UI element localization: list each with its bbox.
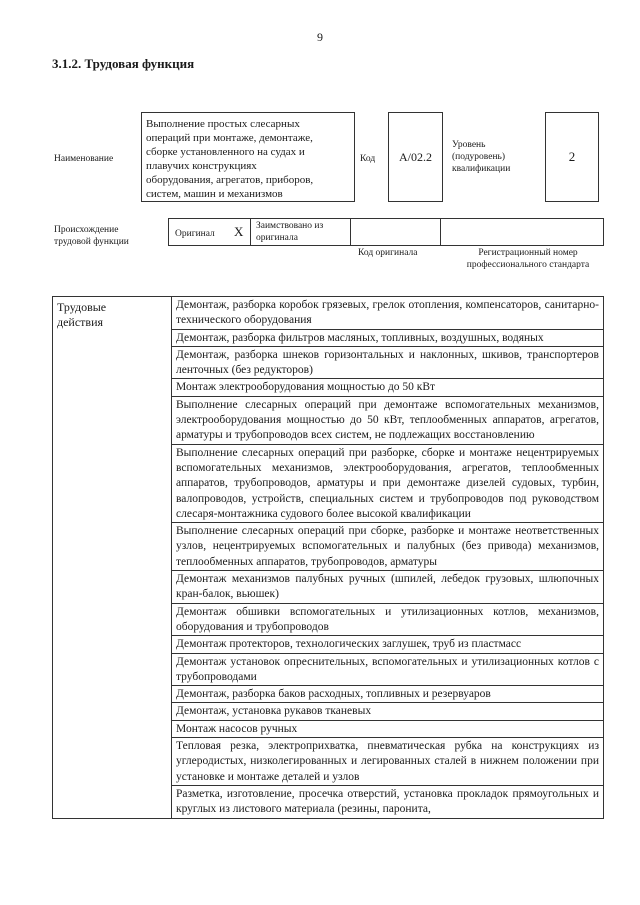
reg-number-line: профессионального стандарта <box>466 260 590 270</box>
action-item: Монтаж электрооборудования мощностью до 50 кВт <box>172 379 604 396</box>
action-item: Демонтаж, разборка коробок грязевых, грелок отопления, компенсаторов, санитарно-технического оборудования <box>172 297 604 330</box>
function-name-line: систем, машин и механизмов <box>146 188 283 200</box>
borrowed-label-line: оригинала <box>256 233 298 243</box>
borrowed-label-line: Заимствовано из <box>256 221 324 231</box>
section-title: 3.1.2. Трудовая функция <box>52 56 195 71</box>
action-item: Выполнение слесарных операций при сборке, разборке и монтаже неответственных узлов, нецентрируемых вспомогательных и палубных (без привода) механизмов, теплообменных аппаратов, трубопроводов, арматуры <box>172 523 604 571</box>
name-label: Наименование <box>54 154 114 164</box>
reg-number-label <box>448 247 608 271</box>
function-name-line: операций при монтаже, демонтаже, <box>146 132 313 144</box>
function-name-line: оборудования, агрегатов, приборов, <box>146 174 314 186</box>
level-label-line: Уровень <box>452 140 486 150</box>
origin-label-line: трудовой функции <box>54 237 129 247</box>
origin-divider <box>440 218 441 246</box>
action-item: Разметка, изготовление, просечка отверстий, установка прокладок прямоугольных и круглых из листового материала (резины, паронита, <box>172 785 604 818</box>
action-item: Демонтаж, разборка шнеков горизонтальных и наклонных, шкивов, транспортеров ленточных (без редукторов) <box>172 346 604 379</box>
action-item: Демонтаж механизмов палубных ручных (шпилей, лебедок грузовых, шлюпочных кран-балок, вьюшек) <box>172 571 604 604</box>
origin-divider <box>350 218 351 246</box>
action-item: Демонтаж протекторов, технологических заглушек, труб из пластмасс <box>172 636 604 653</box>
action-item: Монтаж насосов ручных <box>172 720 604 737</box>
action-item: Демонтаж, разборка баков расходных, топливных и резервуаров <box>172 686 604 703</box>
function-name-line: плавучих конструкциях <box>146 160 257 172</box>
action-item: Демонтаж установок опреснительных, вспомогательных и утилизационных котлов с трубопроводами <box>172 653 604 686</box>
origin-divider <box>250 218 251 246</box>
original-label: Оригинал <box>175 229 215 239</box>
origin-label <box>54 224 129 248</box>
reg-number-line: Регистрационный номер <box>478 248 578 258</box>
original-mark: X <box>234 224 244 239</box>
actions-label-line: Трудовые <box>57 300 107 314</box>
function-name <box>146 117 351 201</box>
action-item: Выполнение слесарных операций при разборке, сборке и монтаже нецентрируемых вспомогательных механизмов, электрооборудования, агрегатов, теплообменных аппаратов, трубопроводов, арматуры и при демонтаже дизелей судовых, турбин, валопроводов, устройств, специальных систем и трубопроводов под руководством слесаря-монтажника судового более высокой квалификации <box>172 444 604 522</box>
action-item: Выполнение слесарных операций при демонтаже вспомогательных механизмов, электрооборудования мощностью до 50 кВт, теплообменных аппаратов, агрегатов, арматуры и трубопроводов всех систем, не подлежащих восстановлению <box>172 396 604 444</box>
action-item: Демонтаж обшивки вспомогательных и утилизационных котлов, механизмов, оборудования и трубопроводов <box>172 603 604 636</box>
level-value: 2 <box>545 112 599 202</box>
code-original-label: Код оригинала <box>358 248 418 258</box>
table-row <box>53 297 604 330</box>
borrowed-label <box>256 220 323 244</box>
actions-table <box>52 296 604 819</box>
action-item: Демонтаж, установка рукавов тканевых <box>172 703 604 720</box>
actions-label-line: действия <box>57 315 104 330</box>
page-number: 9 <box>317 30 323 44</box>
action-item: Демонтаж, разборка фильтров масляных, топливных, воздушных, водяных <box>172 329 604 346</box>
origin-label-line: Происхождение <box>54 225 119 235</box>
action-item: Тепловая резка, электроприхватка, пневматическая рубка на конструкциях из углеродистых, низколегированных и легированных сталей в нижнем положении при установке и монтаже деталей и узлов <box>172 738 604 786</box>
function-name-line: сборке установленного на судах и <box>146 146 305 158</box>
code-value: A/02.2 <box>388 112 443 202</box>
code-label: Код <box>360 154 376 164</box>
level-label-line: (подуровень) <box>452 152 506 162</box>
actions-label <box>53 297 172 819</box>
level-label <box>452 139 510 175</box>
level-label-line: квалификации <box>452 164 511 174</box>
function-name-line: Выполнение простых слесарных <box>146 118 300 130</box>
